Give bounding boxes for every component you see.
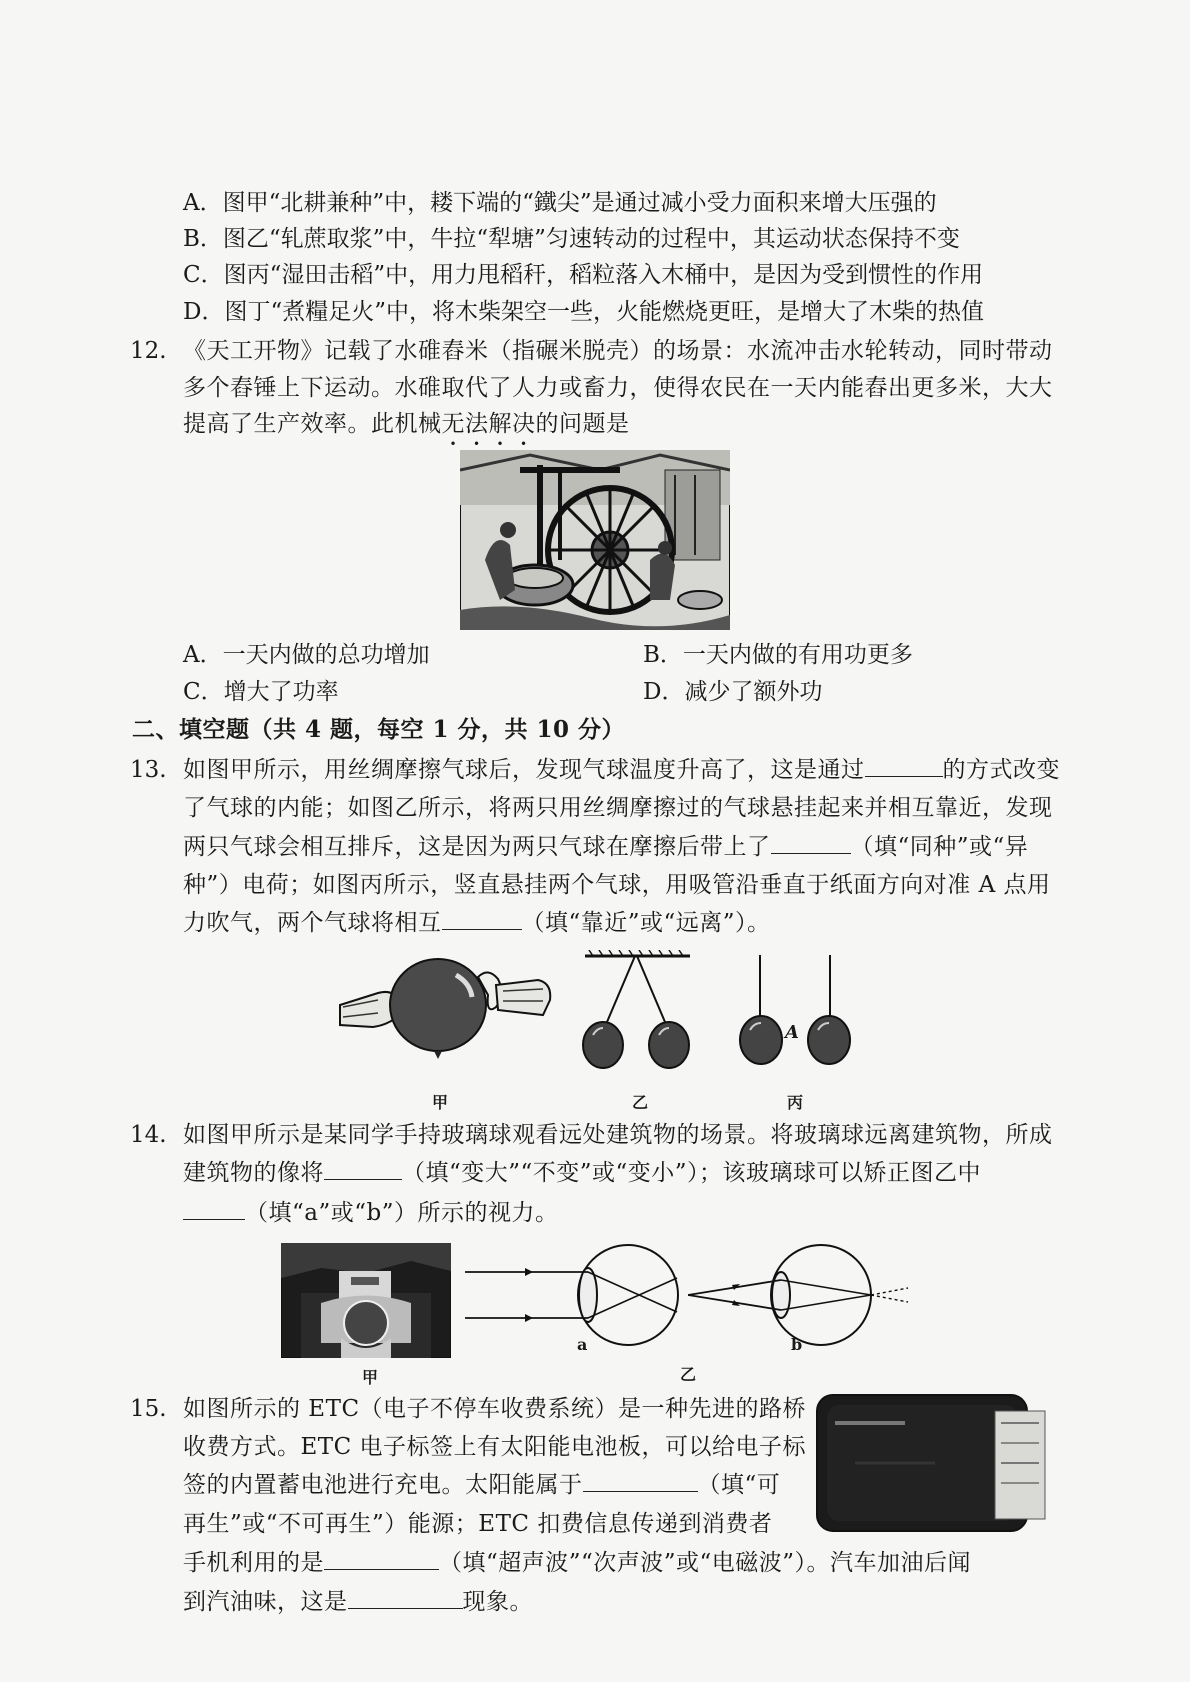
q14-line-2	[183, 1158, 981, 1188]
q12-line-1: 《天工开物》记载了水碓舂米（指碾米脱壳）的场景：水流冲击水轮转动，同时带动	[183, 338, 1053, 364]
q13-line-4: 种”）电荷；如图丙所示，竖直悬挂两个气球，用吸管沿垂直于纸面方向对准 A 点用	[183, 872, 1051, 898]
q12-line-3	[183, 409, 630, 451]
q12-line-3-pre: 提高了生产效率。此机械	[183, 411, 442, 437]
q15-number: 15.	[130, 1396, 167, 1422]
q13-blank-1[interactable]	[865, 756, 943, 777]
q15-blank-2[interactable]	[324, 1549, 439, 1570]
q14-line-1: 如图甲所示是某同学手持玻璃球观看远处建筑物的场景。将玻璃球远离建筑物，所成	[183, 1122, 1053, 1148]
q14-l2-post: （填“变大”“不变”或“变小”）；该玻璃球可以矫正图乙中	[402, 1160, 982, 1186]
q12-option-d: D．减少了额外功	[643, 679, 823, 705]
q15-blank-1[interactable]	[583, 1471, 698, 1492]
q14-l3-post: （填“a”或“b”）所示的视力。	[245, 1200, 559, 1226]
q15-line-3	[183, 1470, 780, 1500]
q15-l6-pre: 到汽油味，这是	[183, 1589, 348, 1615]
eye-diagram-a	[465, 1240, 685, 1360]
eye-label-b: b	[791, 1335, 803, 1354]
q13-caption-bing: 丙	[787, 1093, 804, 1112]
q12-line-2: 多个舂锤上下运动。水碓取代了人力或畜力，使得农民在一天内能舂出更多米，大大	[183, 375, 1053, 401]
q13-l5-post: （填“靠近”或“远离”）。	[521, 910, 771, 936]
q13-caption-jia: 甲	[432, 1093, 449, 1112]
hanging-balloons-repel-figure	[575, 950, 700, 1070]
q13-blank-3[interactable]	[442, 909, 522, 930]
balloon-rubbing-figure	[338, 955, 558, 1065]
q14-blank-1[interactable]	[324, 1159, 402, 1180]
section-title: 二、填空题（共 4 题，每空 1 分，共 10 分）	[132, 716, 626, 743]
q13-caption-yi: 乙	[632, 1093, 649, 1112]
q15-line-6	[183, 1587, 533, 1617]
q14-blank-2[interactable]	[183, 1199, 245, 1220]
hanging-balloons-blow-figure	[735, 955, 860, 1070]
q13-blank-2[interactable]	[771, 833, 851, 854]
q14-line-3	[183, 1198, 558, 1228]
q15-blank-3[interactable]	[348, 1588, 463, 1609]
q12-number: 12.	[130, 338, 167, 364]
q11-option-b: B．图乙“轧蔗取浆”中，牛拉“犁塘”匀速转动的过程中，其运动状态保持不变	[183, 226, 960, 252]
water-mill-illustration	[460, 450, 730, 630]
q15-line-5	[183, 1548, 971, 1578]
q13-l3-pre: 两只气球会相互排斥，这是因为两只气球在摩擦后带上了	[183, 834, 771, 860]
q13-l1-post: 的方式改变	[942, 757, 1060, 783]
q15-l6-post: 现象。	[462, 1589, 533, 1615]
q12-emphasis: 无法解决	[441, 411, 536, 437]
q14-l2-pre: 建筑物的像将	[183, 1160, 324, 1186]
q13-line-5	[183, 908, 771, 938]
q13-l1-pre: 如图甲所示，用丝绸摩擦气球后，发现气球温度升高了，这是通过	[183, 757, 865, 783]
q13-number: 13.	[130, 757, 167, 783]
eye-label-a: a	[577, 1335, 588, 1354]
q13-line-2: 了气球的内能；如图乙所示，将两只用丝绸摩擦过的气球悬挂起来并相互靠近，发现	[183, 795, 1053, 821]
q15-line-1: 如图所示的 ETC（电子不停车收费系统）是一种先进的路桥	[183, 1396, 807, 1422]
q12-option-a: A．一天内做的总功增加	[183, 642, 430, 668]
q11-option-d: D．图丁“煮糧足火”中，将木柴架空一些，火能燃烧更旺，是增大了木柴的热值	[183, 299, 984, 325]
q15-l5-post: （填“超声波”“次声波”或“电磁波”）。汽车加油后闻	[439, 1550, 972, 1576]
point-a-label: A	[785, 1022, 799, 1043]
q13-line-1	[183, 755, 1060, 785]
q14-number: 14.	[130, 1122, 167, 1148]
q15-line-2: 收费方式。ETC 电子标签上有太阳能电池板，可以给电子标	[183, 1434, 807, 1460]
q12-line-3-post: 的问题是	[535, 411, 630, 437]
glass-ball-photo	[281, 1243, 451, 1358]
q15-l5-pre: 手机利用的是	[183, 1550, 324, 1576]
q13-l3-post: （填“同种”或“异	[850, 834, 1029, 860]
q14-caption-jia: 甲	[362, 1368, 379, 1387]
q13-line-3	[183, 832, 1028, 862]
q14-caption-yi: 乙	[680, 1365, 697, 1384]
q15-l3-post: （填“可	[697, 1472, 781, 1498]
q15-line-4: 再生”或“不可再生”）能源；ETC 扣费信息传递到消费者	[183, 1511, 773, 1537]
q15-l3-pre: 签的内置蓄电池进行充电。太阳能属于	[183, 1472, 583, 1498]
q11-option-c: C．图丙“湿田击稻”中，用力甩稻秆，稻粒落入木桶中，是因为受到惯性的作用	[183, 262, 984, 288]
q13-l5-pre: 力吹气，两个气球将相互	[183, 910, 442, 936]
q12-option-c: C．增大了功率	[183, 679, 339, 705]
etc-device-image	[815, 1393, 1047, 1533]
q12-option-b: B．一天内做的有用功更多	[643, 642, 913, 668]
q11-option-a: A．图甲“北耕兼种”中，耧下端的“鐵尖”是通过减小受力面积来增大压强的	[183, 190, 937, 216]
